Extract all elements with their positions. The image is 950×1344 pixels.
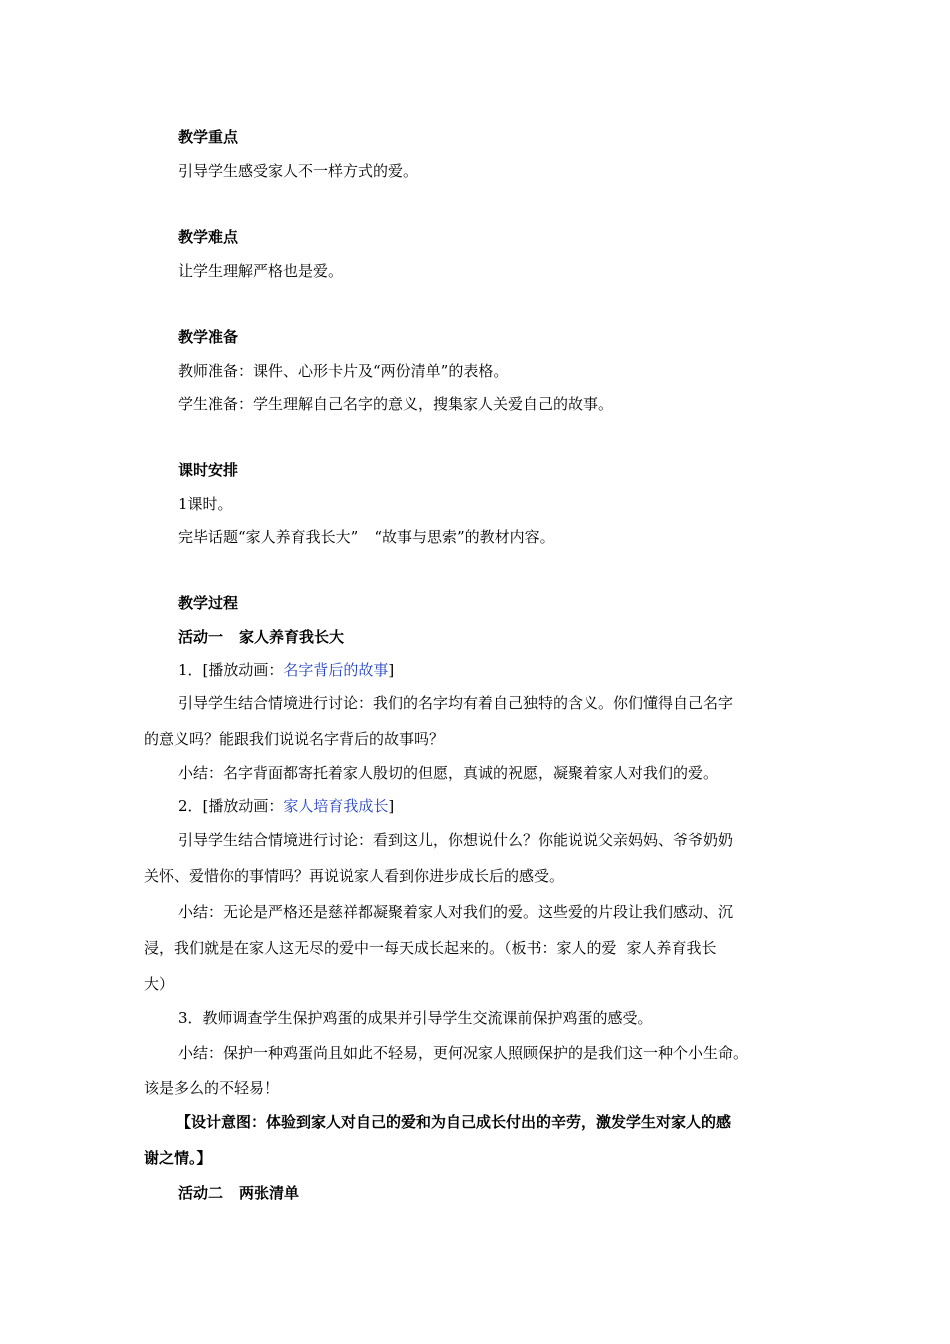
difficulty-text: 让学生理解严格也是爱。	[178, 262, 344, 280]
step2-animation	[178, 796, 394, 816]
design-intent-line2: 谢之情。】	[144, 1149, 212, 1167]
step2-summary-line1: 小结：无论是严格还是慈祥都凝聚着家人对我们的爱。这些爱的片段让我们感动、沉	[178, 903, 734, 921]
step1-animation	[178, 660, 394, 680]
step2-prefix: 2．[播放动画：	[178, 797, 284, 815]
focus-text: 引导学生感受家人不一样方式的爱。	[178, 162, 419, 180]
step1-prefix: 1．[播放动画：	[178, 661, 284, 679]
activity1-title: 家人养育我长大	[239, 628, 345, 646]
schedule-heading: 课时安排	[178, 461, 239, 479]
student-preparation: 学生准备：学生理解自己名字的意义，搜集家人关爱自己的故事。	[178, 395, 614, 413]
step3-summary-line1: 小结：保护一种鸡蛋尚且如此不轻易，更何况家人照顾保护的是我们这一种个小生命。	[178, 1044, 749, 1062]
step1-discussion-line2: 的意义吗？能跟我们说说名字背后的故事吗？	[144, 730, 445, 748]
focus-heading: 教学重点	[178, 128, 239, 146]
schedule-hours: 1课时。	[178, 495, 233, 513]
step1-suffix: ]	[388, 661, 395, 679]
activity1-label: 活动一	[178, 628, 224, 646]
step2-animation-link[interactable]: 家人培育我成长	[283, 797, 389, 815]
step1-animation-link[interactable]: 名字背后的故事	[283, 661, 389, 679]
step2-discussion-line2: 关怀、爱惜你的事情吗？再说说家人看到你进步成长后的感受。	[144, 867, 565, 885]
step2-suffix: ]	[388, 797, 395, 815]
activity2-label: 活动二	[178, 1184, 224, 1202]
step2-discussion-line1: 引导学生结合情境进行讨论：看到这儿，你想说什么？你能说说父亲妈妈、爷爷奶奶	[178, 831, 734, 849]
step2-summary-line2-part-a: 浸，我们就是在家人这无尽的爱中一每天成长起来的。（板书：家人的爱	[144, 939, 617, 957]
schedule-content	[178, 527, 555, 547]
step1-summary: 小结：名字背面都寄托着家人殷切的但愿，真诚的祝愿，凝聚着家人对我们的爱。	[178, 764, 719, 782]
step3-text: 3．教师调查学生保护鸡蛋的成果并引导学生交流课前保护鸡蛋的感受。	[178, 1009, 653, 1027]
process-heading: 教学过程	[178, 594, 239, 612]
step2-summary-line2-part-b: 家人养育我长	[626, 939, 717, 957]
step1-discussion-line1: 引导学生结合情境进行讨论：我们的名字均有着自己独特的含义。你们懂得自己名字	[178, 694, 734, 712]
step2-summary-line3: 大）	[144, 975, 175, 993]
schedule-content-part-a: 完毕话题“家人养育我长大”	[178, 528, 359, 546]
activity2-title: 两张清单	[239, 1184, 300, 1202]
activity1-heading	[178, 627, 344, 647]
design-intent-line1: 【设计意图：体验到家人对自己的爱和为自己成长付出的辛劳，激发学生对家人的感	[176, 1113, 732, 1131]
schedule-content-part-b: “故事与思索”的教材内容。	[374, 528, 555, 546]
teacher-preparation: 教师准备：课件、心形卡片及“两份清单”的表格。	[178, 362, 509, 380]
activity2-heading	[178, 1183, 299, 1203]
difficulty-heading: 教学难点	[178, 228, 239, 246]
step2-summary-line2	[144, 938, 717, 958]
preparation-heading: 教学准备	[178, 328, 239, 346]
step3-summary-line2: 该是多么的不轻易！	[144, 1079, 280, 1097]
